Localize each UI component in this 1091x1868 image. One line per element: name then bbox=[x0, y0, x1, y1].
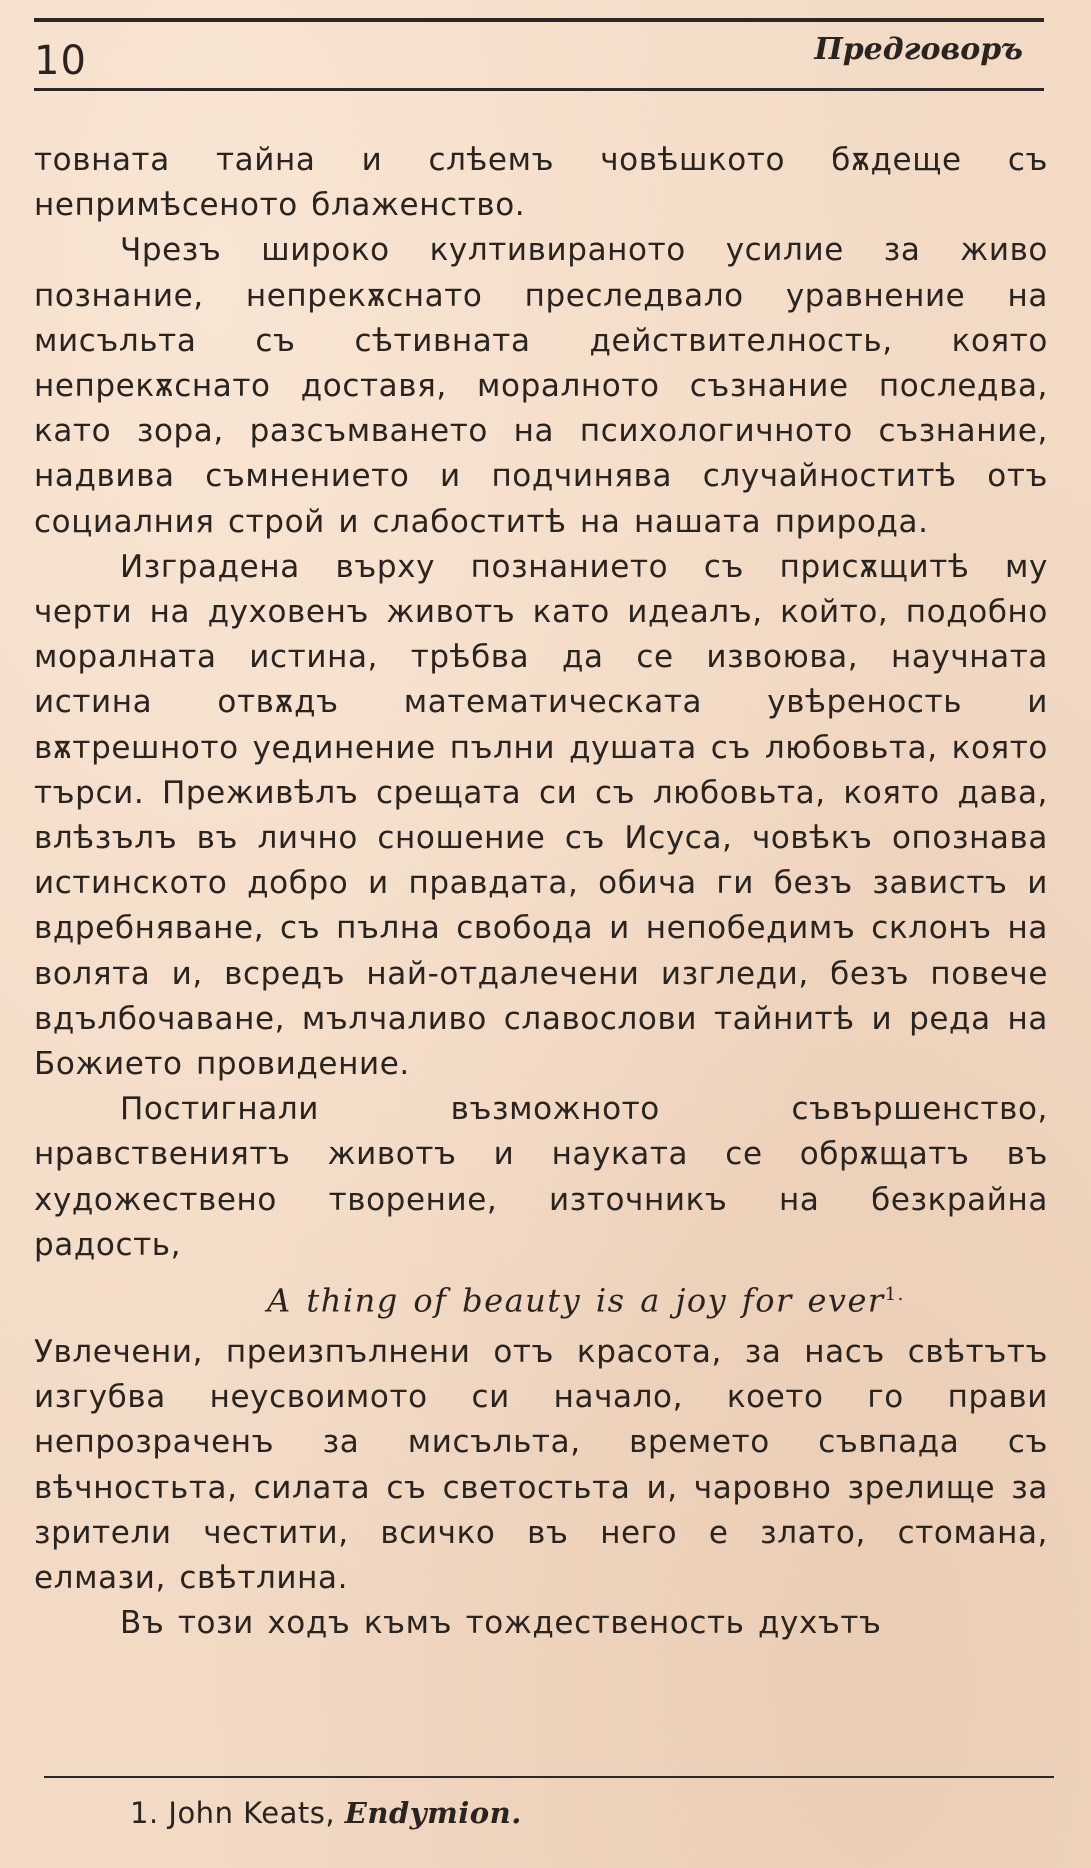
paragraph-continuation: товната тайна и слѣемъ човѣшкото бѫдеще съ непримѣсеното блаженство. bbox=[34, 142, 1048, 224]
paragraph: Увлечени, преизпълнени отъ красота, за насъ свѣтътъ изгубва неусвоимото си начало, което го прави непрозраченъ за мисъльта, времето съвпада съ вѣчностьта, силата съ светостьта и, чаровно зрелище за зрители честити, всичко въ него е злато, стомана, елмази, свѣтлина. bbox=[34, 1333, 1048, 1596]
footnote-number: 1. bbox=[130, 1796, 159, 1830]
footnote-rule bbox=[44, 1776, 1054, 1778]
footnote-title: Endymion. bbox=[344, 1796, 522, 1830]
footnote bbox=[130, 1796, 522, 1830]
paragraph: Въ този ходъ къмъ тождественость духътъ bbox=[120, 1605, 882, 1642]
page-number: 10 bbox=[34, 38, 87, 84]
paragraph: Чрезъ широко култивираното усилие за живо познание, непрекѫснато преследвало уравнение на мисъльта съ сѣтивната действителность, която непрекѫснато доставя, моралното съзнание последва, като зора, разсъмването на психологичното съзнание, надвива съмнението и подчинява случайноститѣ отъ социалния строй и слабоститѣ на нашата природа. bbox=[34, 232, 1048, 540]
footnote-author: John Keats, bbox=[168, 1796, 336, 1830]
footnote-marker: 1. bbox=[884, 1284, 905, 1306]
running-head: Предговоръ bbox=[814, 32, 1023, 67]
body-text bbox=[34, 138, 1048, 1646]
header-bottom-rule bbox=[34, 88, 1044, 91]
epigraph-quote bbox=[34, 1272, 1048, 1324]
header-top-rule bbox=[34, 18, 1044, 22]
paragraph: Постигнали възможното съвършенство, нравствениятъ животъ и науката се обрѫщатъ въ художествено творение, източникъ на безкрайна радость, bbox=[34, 1091, 1048, 1263]
paragraph: Изградена върху познанието съ присѫщитѣ му черти на духовенъ животъ като идеалъ, който, подобно моралната истина, трѣбва да се извоюва, научната истина отвѫдъ математическата увѣреность и вѫтрешното уединение пълни душата съ любовьта, която търси. Преживѣлъ срещата си съ любовьта, която дава, влѣзълъ въ лично сношение съ Исуса, човѣкъ опознава истинското добро и правдата, обича ги безъ завистъ и вдребняване, съ пълна свобода и непобедимъ склонъ на волята и, всредъ най-отдалечени изгледи, безъ повече вдълбочаване, мълчаливо славослови тайнитѣ и реда на Божието провидение. bbox=[34, 548, 1048, 1083]
quote-text: A thing of beauty is a joy for ever bbox=[267, 1281, 885, 1320]
